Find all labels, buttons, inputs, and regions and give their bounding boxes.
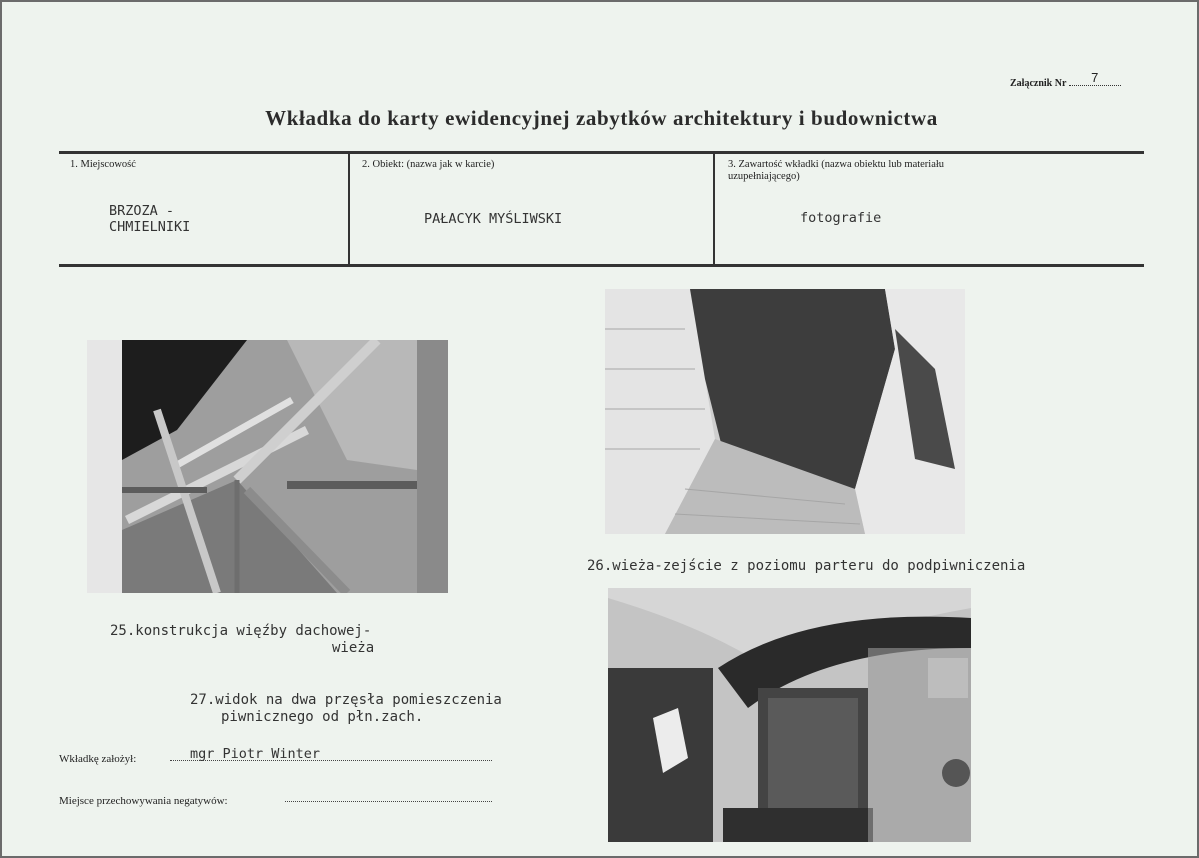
location-value xyxy=(109,203,190,235)
photo-26-caption: 26.wieża-zejście z poziomu parteru do podpiwniczenia xyxy=(587,558,1026,574)
photo-cellar-vaults xyxy=(608,588,971,842)
contents-value: fotografie xyxy=(800,210,882,226)
photo-27-caption-line1: 27.widok na dwa przęsła pomieszczenia xyxy=(190,692,502,708)
contents-label xyxy=(728,159,944,183)
contents-label-line1: 3. Zawartość wkładki (nazwa obiektu lub materiału xyxy=(728,159,945,170)
author-value: mgr Piotr Winter xyxy=(190,746,321,762)
column-divider-1 xyxy=(348,154,350,266)
annex-number-value: 7 xyxy=(1069,70,1121,86)
header-top-rule xyxy=(59,151,1144,154)
negatives-location-label: Miejsce przechowywania negatywów: xyxy=(59,795,228,807)
header-bottom-rule xyxy=(59,264,1144,267)
photo-25-caption-line1: 25.konstrukcja więźby dachowej- xyxy=(110,623,372,639)
location-value-line2: CHMIELNIKI xyxy=(109,219,191,235)
location-value-line1: BRZOZA - xyxy=(109,203,175,219)
object-value: PAŁACYK MYŚLIWSKI xyxy=(424,211,563,227)
column-divider-2 xyxy=(713,154,715,266)
contents-label-line2: uzupełniającego) xyxy=(728,171,800,182)
photo-25-caption-line2: wieża xyxy=(332,640,375,656)
photo-27-caption-line2: piwnicznego od płn.zach. xyxy=(221,709,424,725)
object-label: 2. Obiekt: (nazwa jak w karcie) xyxy=(362,159,495,170)
page-title: Wkładka do karty ewidencyjnej zabytków architektury i budownictwa xyxy=(265,106,938,130)
author-label: Wkładkę założył: xyxy=(59,753,137,765)
annex-number xyxy=(1010,70,1121,90)
location-label: 1. Miejscowość xyxy=(70,159,136,170)
photo-roof-truss xyxy=(87,340,448,593)
negatives-location-line xyxy=(285,788,492,802)
photo-tower-stairs xyxy=(605,289,965,534)
annex-label: Załącznik Nr xyxy=(1010,78,1067,89)
